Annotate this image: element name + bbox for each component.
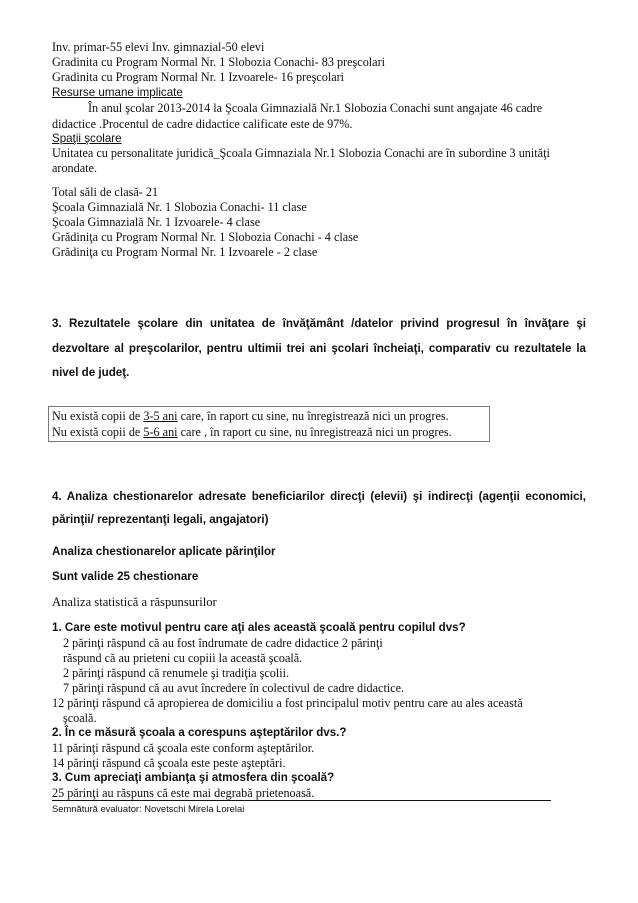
- resurse-paragraph-2: didactice .Procentul de cadre didactice calificate este de 97%.: [52, 117, 353, 131]
- evaluator-signature: Semnătură evaluator: Novetschi Mirela Lorelai: [52, 803, 245, 814]
- age-range-3-5: 3-5 ani: [143, 409, 178, 423]
- section-3-title-line-1: 3. Rezultatele şcolare din unitatea de învăţământ /datelor privind progresul în învăţare şi: [52, 317, 586, 330]
- q1-answer-d: 7 părinţi răspund că au avut încredere în colectivul de cadre didactice.: [63, 681, 405, 695]
- progress-line-2-pre: Nu există copii de: [52, 425, 144, 439]
- resurse-heading: Resurse umane implicate: [52, 86, 183, 99]
- parents-analysis-heading: Analiza chestionarelor aplicate părinţilor: [52, 545, 276, 558]
- progress-line-1: [52, 409, 449, 425]
- enrollment-line: Inv. primar-55 elevi Inv. gimnazial-50 elevi: [52, 40, 265, 54]
- q1-answer-e: 12 părinţi răspund că apropierea de domiciliu a fost principalul motiv pentru care au ales această: [52, 696, 523, 710]
- school-slobozia-classes: Şcoala Gimnazială Nr. 1 Slobozia Conachi- 11 clase: [52, 200, 307, 214]
- progress-line-2: [52, 425, 452, 441]
- progress-line-2-post: care , în raport cu sine, nu înregistrează nici un progres.: [177, 425, 452, 439]
- statistical-analysis-label: Analiza statistică a răspunsurilor: [52, 595, 217, 609]
- question-2: 2. În ce măsură şcoala a corespuns aşteptărilor dvs.?: [52, 726, 347, 739]
- spatii-heading: Spaţii şcolare: [52, 132, 122, 145]
- question-1: 1. Care este motivul pentru care aţi ales această şcoală pentru copilul dvs?: [52, 621, 466, 634]
- spatii-paragraph-1: Unitatea cu personalitate juridică_Şcoala Gimnaziala Nr.1 Slobozia Conachi are în subordine 3 unităţi: [52, 146, 550, 160]
- progress-line-1-post: care, în raport cu sine, nu înregistrează nici un progres.: [177, 409, 449, 423]
- total-classrooms: Total săli de clasă- 21: [52, 185, 159, 199]
- resurse-paragraph-1: În anul şcolar 2013-2014 la Şcoala Gimnazială Nr.1 Slobozia Conachi sunt angajate 46 cadre: [88, 101, 543, 115]
- age-range-5-6: 5-6 ani: [143, 425, 178, 439]
- q1-answer-a: 2 părinţi răspund că au fost îndrumate de cadre didactice 2 părinţi: [63, 636, 383, 650]
- q1-answer-b: răspund că au prieteni cu copiii la această şcoală.: [63, 651, 303, 665]
- section-4-title-line-2: părinţii/ reprezentanţi legali, angajatori): [52, 513, 269, 526]
- spatii-paragraph-2: arondate.: [52, 161, 98, 175]
- q3-answer-a: 25 părinţi au răspuns că este mai degrabă prietenoasă.: [52, 786, 315, 800]
- q2-answer-b: 14 părinţi răspund că şcoala este peste aşteptări.: [52, 756, 286, 770]
- q1-answer-c: 2 părinţi răspund că renumele şi tradiţia şcolii.: [63, 666, 290, 680]
- section-3-title-line-2: dezvoltare al preşcolarilor, pentru ultimii trei ani şcolari încheiaţi, comparativ cu rezultatele la: [52, 342, 586, 355]
- section-4-title-line-1: 4. Analiza chestionarelor adresate beneficiarilor direcţi (elevii) şi indirecţi (agenţii economici,: [52, 490, 586, 503]
- q1-answer-f: şcoală.: [63, 711, 97, 725]
- question-3: 3. Cum apreciaţi ambianţa şi atmosfera din şcoală?: [52, 771, 335, 784]
- valid-questionnaires: Sunt valide 25 chestionare: [52, 570, 199, 583]
- kindergarten-line-1: Gradinita cu Program Normal Nr. 1 Slobozia Conachi- 83 preşcolari: [52, 55, 386, 69]
- section-3-title-line-3: nivel de judeţ.: [52, 366, 130, 379]
- kindergarten-line-2: Gradinita cu Program Normal Nr. 1 Izvoarele- 16 preşcolari: [52, 70, 345, 84]
- kindergarten-slobozia-classes: Grădiniţa cu Program Normal Nr. 1 Slobozia Conachi - 4 clase: [52, 230, 359, 244]
- school-izvoarele-classes: Şcoala Gimnazială Nr. 1 Izvoarele- 4 clase: [52, 215, 261, 229]
- progress-line-1-pre: Nu există copii de: [52, 409, 144, 423]
- kindergarten-izvoarele-classes: Grădiniţa cu Program Normal Nr. 1 Izvoarele - 2 clase: [52, 245, 318, 259]
- q2-answer-a: 11 părinţi răspund că şcoala este conform aşteptărilor.: [52, 741, 315, 755]
